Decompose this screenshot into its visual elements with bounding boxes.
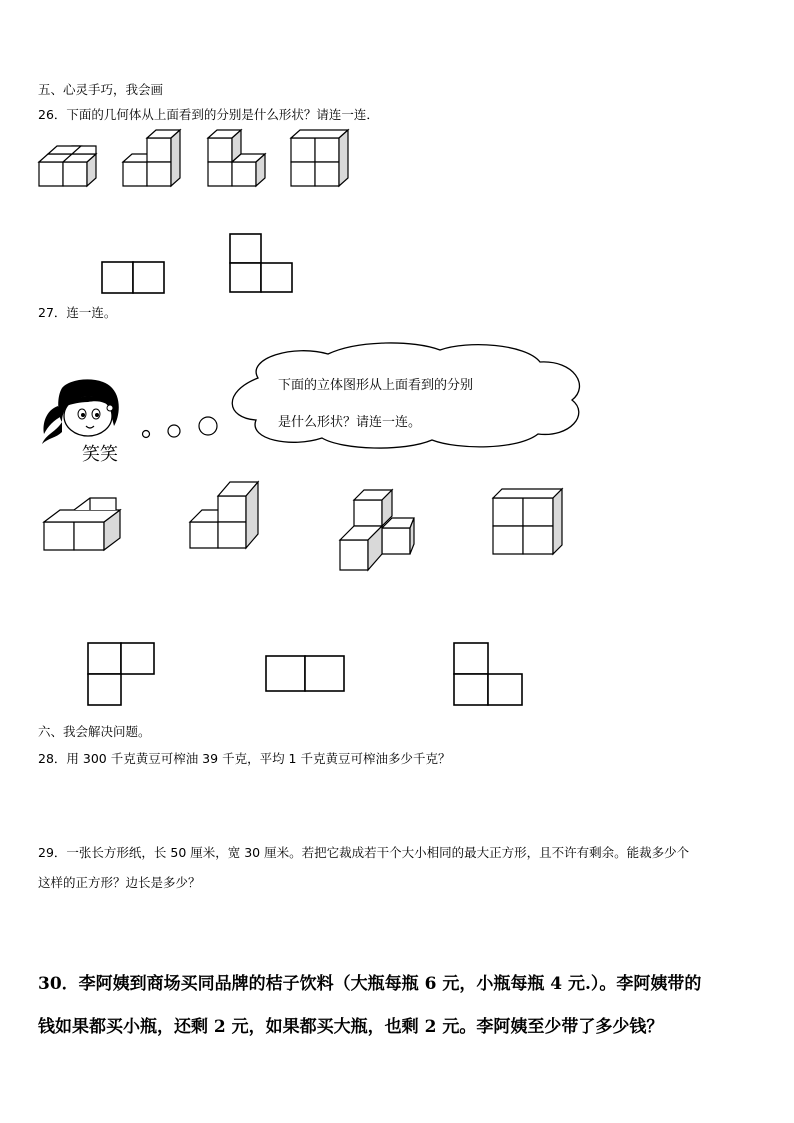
question-30-line-2: 钱如果都买小瓶，还剩 2 元，如果都买大瓶，也剩 2 元。李阿姨至少带了多少钱？ [38,1017,664,1037]
speech-line-1: 下面的立体图形从上面看到的分别 [278,378,474,393]
solid-figure-4 [288,128,352,190]
question-29-line-1: 29．一张长方形纸，长 50 厘米，宽 30 厘米。若把它裁成若干个大小相同的最大正方形，且不许有剩余。能裁多少个 [38,845,690,860]
question-29-line-2: 这样的正方形？边长是多少？ [38,875,201,890]
top-view-inverted-l [87,642,159,708]
question-28: 28．用 300 千克黄豆可榨油 39 千克，平均 1 千克黄豆可榨油多少千克？ [38,751,451,766]
question-30-line-1: 30．李阿姨到商场买同品牌的桔子饮料（大瓶每瓶 6 元，小瓶每瓶 4 元.）。李阿姨带的 [38,974,702,994]
character-name: 笑笑 [82,444,118,465]
top-view-l-shape [229,233,295,295]
solid-figure-2 [120,128,184,190]
question-27: 27．连一连。 [38,305,117,320]
top-view-two-rects [265,655,349,695]
thought-dots [138,412,222,442]
speech-cloud [218,342,586,452]
question-26: 26．下面的几何体从上面看到的分别是什么形状？请连一连． [38,107,379,122]
section-heading-6: 六、我会解决问题。 [38,724,151,739]
solid-figure-5 [42,494,126,552]
section-heading: 五、心灵手巧，我会画 [38,82,164,97]
solid-figure-3 [205,128,269,190]
solid-figure-1 [36,145,100,189]
top-view-l-shape-2 [453,642,527,708]
speech-line-2: 是什么形状？请连一连。 [278,415,422,430]
solid-figure-7 [338,486,418,574]
solid-figure-8 [490,486,570,558]
solid-figure-6 [187,478,267,552]
top-view-two-squares [101,261,167,295]
